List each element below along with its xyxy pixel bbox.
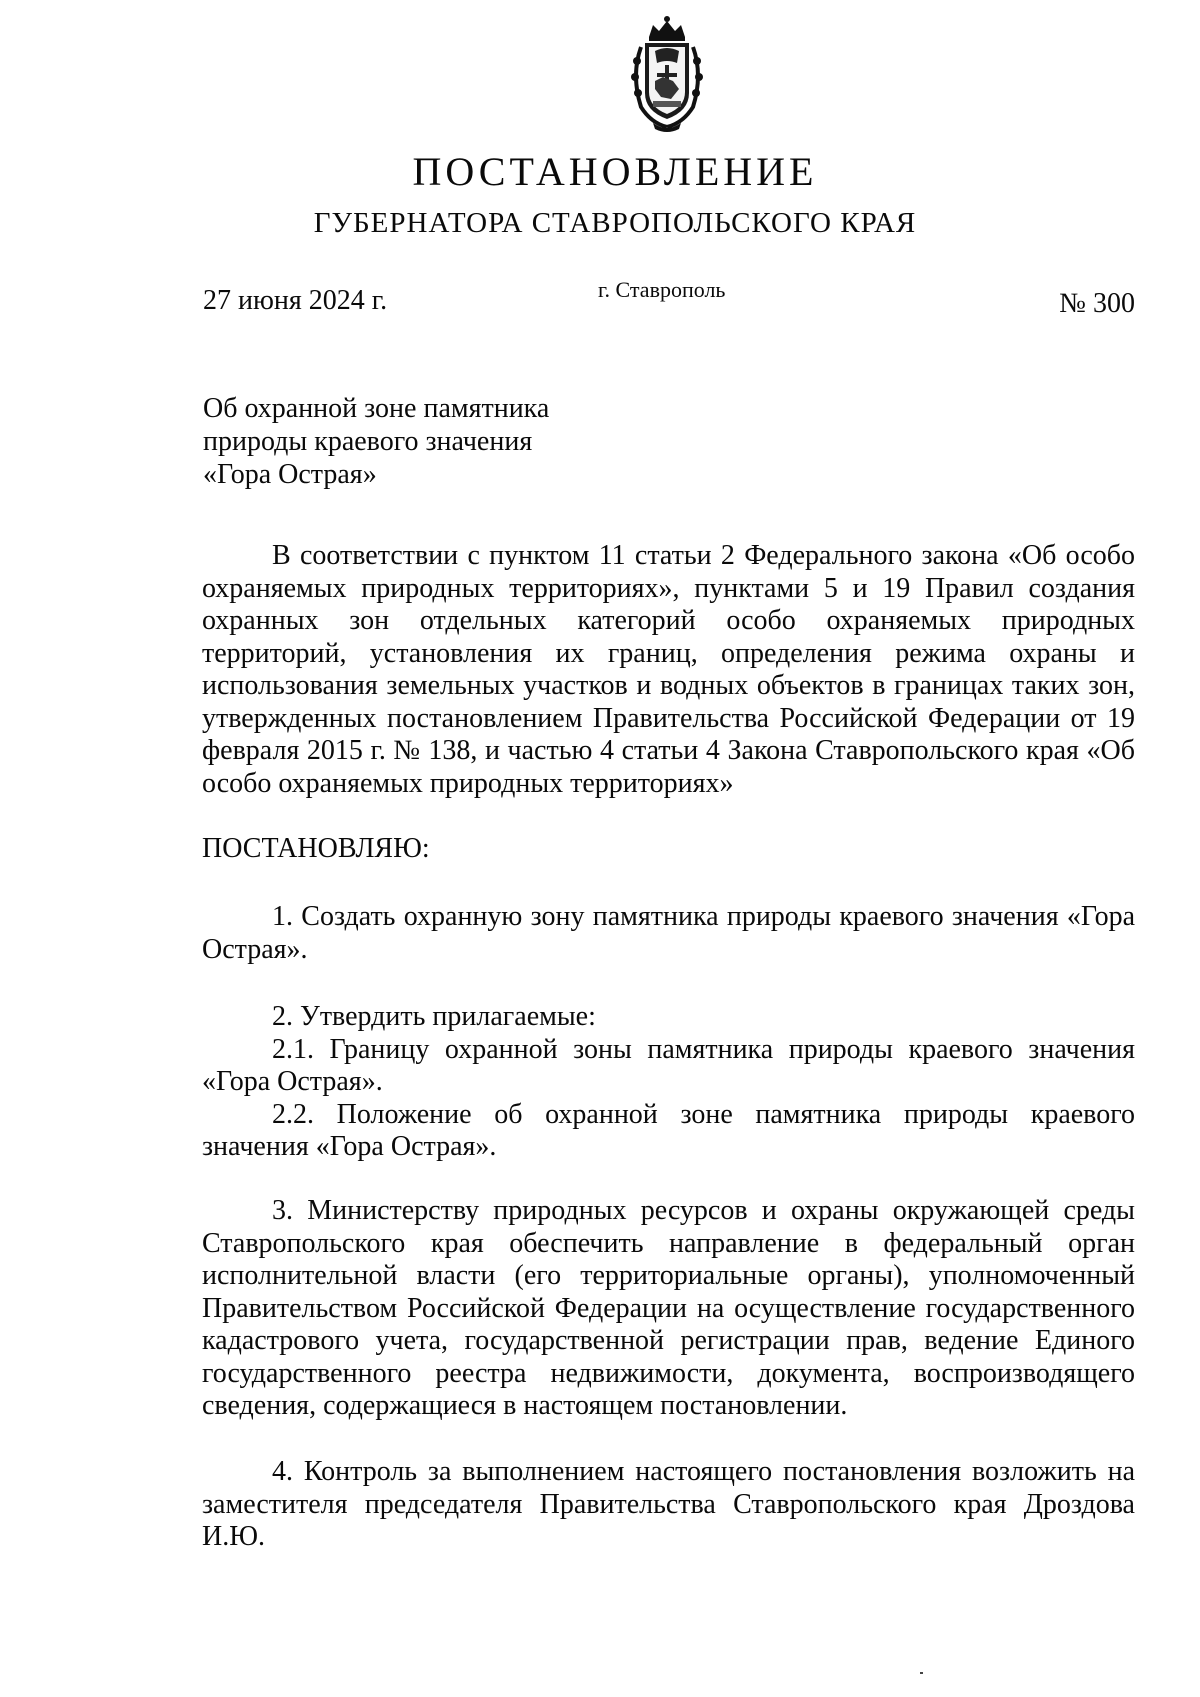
decree-heading: ПОСТАНОВЛЯЮ: [202, 833, 430, 864]
scan-mark [920, 1672, 923, 1674]
clause-2-1: 2.1. Границу охранной зоны памятника природы краевого значения «Гора Острая». [202, 1033, 1135, 1097]
document-city: г. Ставрополь [598, 277, 726, 302]
document-issuer: ГУБЕРНАТОРА СТАВРОПОЛЬСКОГО КРАЯ [313, 207, 917, 239]
subject-line: «Гора Острая» [203, 459, 377, 490]
clause-2-2: 2.2. Положение об охранной зоне памятника природы краевого значения «Гора Острая». [202, 1098, 1135, 1162]
coat-of-arms-icon [627, 15, 707, 135]
subject-line: природы краевого значения [203, 426, 533, 457]
document-subject [203, 392, 549, 491]
clause-3: 3. Министерству природных ресурсов и охраны окружающей среды Ставропольского края обеспечить направление в федеральный орган исполнительной власти (его территориальные органы), уполномоченный Правительством Российской Федерации на осуществление государственного кадастрового учета, государственной регистрации прав, ведение Единого государственного реестра недвижимости, документа, воспроизводящего сведения, содержащиеся в настоящем постановлении. [202, 1195, 1135, 1421]
document-date: 27 июня 2024 г. [203, 285, 388, 316]
clause-4: 4. Контроль за выполнением настоящего постановления возложить на заместителя председателя Правительства Ставропольского края Дроздова И.Ю. [202, 1456, 1135, 1552]
clause-2 [202, 1001, 1135, 1164]
document-title: ПОСТАНОВЛЕНИЕ [412, 149, 818, 194]
subject-line: Об охранной зоне памятника [203, 393, 550, 424]
preamble-paragraph: В соответствии с пунктом 11 статьи 2 Федерального закона «Об особо охраняемых природных территориях», пунктами 5 и 19 Правил создания охранных зон отдельных категорий особо охраняемых природных территорий, установления их границ, определения режима охраны и использования земельных участков и водных объектов в границах таких зон, утвержденных постановлением Правительства Российской Федерации от 19 февраля 2015 г. № 138, и частью 4 статьи 4 Закона Ставропольского края «Об особо охраняемых природных территориях» [202, 540, 1135, 799]
clause-2-heading: 2. Утвердить прилагаемые: [272, 1001, 596, 1032]
document-number: № 300 [1059, 288, 1135, 319]
clause-1: 1. Создать охранную зону памятника природы краевого значения «Гора Острая». [202, 901, 1135, 965]
